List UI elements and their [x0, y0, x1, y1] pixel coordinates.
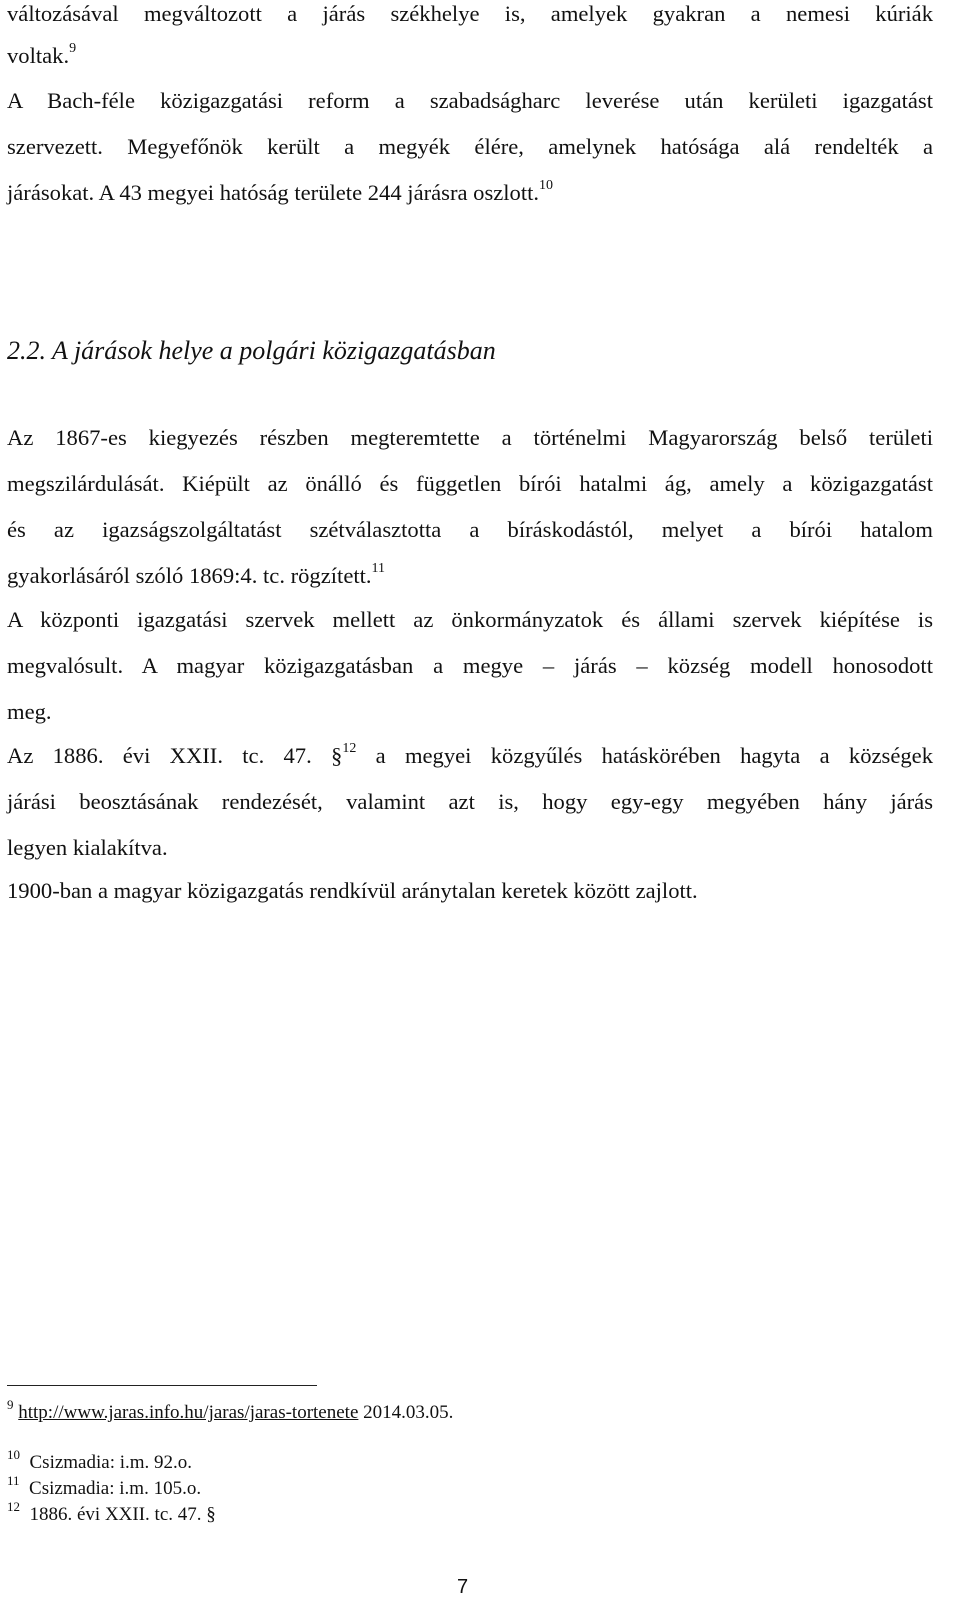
- body-text: gyakorlásáról szóló 1869:4. tc. rögzített.: [7, 563, 372, 588]
- page-number: 7: [457, 1576, 469, 1598]
- body-text-line: változásával megváltozott a járás székhelye is, amelyek gyakran a nemesi kúriák: [7, 1, 933, 26]
- body-text-line: Az 1867-es kiegyezés részben megteremtette a történelmi Magyarország belső területi: [7, 425, 933, 450]
- footnote-number: 11: [7, 1473, 20, 1488]
- body-text: járásokat. A 43 megyei hatóság területe 244 járásra oszlott.: [7, 180, 540, 205]
- body-text: voltak.: [7, 43, 70, 68]
- body-text: a megyei közgyűlés hatáskörében hagyta a községek: [375, 743, 933, 768]
- body-text-line: [7, 561, 933, 588]
- footnote-text: Csizmadia: i.m. 105.o.: [29, 1478, 202, 1499]
- body-text-line: meg.: [7, 699, 52, 724]
- body-text: Az 1886. évi XXII. tc. 47. §: [7, 743, 343, 768]
- footnote-text: Csizmadia: i.m. 92.o.: [29, 1452, 193, 1473]
- footnote: [7, 1473, 202, 1499]
- body-text-line: A Bach-féle közigazgatási reform a szabadságharc leverése után kerületi igazgatást: [7, 88, 933, 113]
- body-text-line: [7, 41, 933, 68]
- body-text-line: [7, 178, 933, 205]
- footnote-text: 1886. évi XXII. tc. 47. §: [29, 1504, 216, 1525]
- body-text-line: szervezett. Megyefőnök került a megyék élére, amelynek hatósága alá rendelték a: [7, 134, 933, 159]
- footnote: [7, 1447, 193, 1473]
- footnote-ref[interactable]: 10: [539, 178, 554, 193]
- footnote-link[interactable]: http://www.jaras.info.hu/jaras/jaras-tortenete: [18, 1402, 359, 1423]
- footnote-number: 10: [7, 1447, 20, 1462]
- body-text-line: megvalósult. A magyar közigazgatásban a megye – járás – község modell honosodott: [7, 653, 933, 678]
- footnote-text: 2014.03.05.: [358, 1402, 454, 1423]
- body-text-line: legyen kialakítva.: [7, 835, 168, 860]
- body-text-line: járási beosztásának rendezését, valamint azt is, hogy egy-egy megyében hány járás: [7, 789, 933, 814]
- footnote-number: 12: [7, 1499, 20, 1514]
- body-text-line: A központi igazgatási szervek mellett az önkormányzatok és állami szervek kiépítése is: [7, 607, 933, 632]
- body-text-line: megszilárdulását. Kiépült az önálló és független bírói hatalmi ág, amely a közigazgatást: [7, 471, 933, 496]
- footnote-number: 9: [7, 1397, 14, 1412]
- footnote-separator: [7, 1385, 317, 1386]
- body-text-line: és az igazságszolgáltatást szétválasztotta a bíráskodástól, melyet a bírói hatalom: [7, 517, 933, 542]
- body-text-line: 1900-ban a magyar közigazgatás rendkívül aránytalan keretek között zajlott.: [7, 878, 698, 903]
- footnote-ref[interactable]: 11: [371, 561, 386, 576]
- footnote-ref[interactable]: 12: [342, 741, 357, 756]
- footnote: [7, 1499, 216, 1525]
- body-text-line: [7, 741, 933, 768]
- footnote: [7, 1397, 454, 1423]
- footnote-ref[interactable]: 9: [69, 41, 77, 56]
- section-heading: 2.2. A járások helye a polgári közigazgatásban: [7, 336, 496, 365]
